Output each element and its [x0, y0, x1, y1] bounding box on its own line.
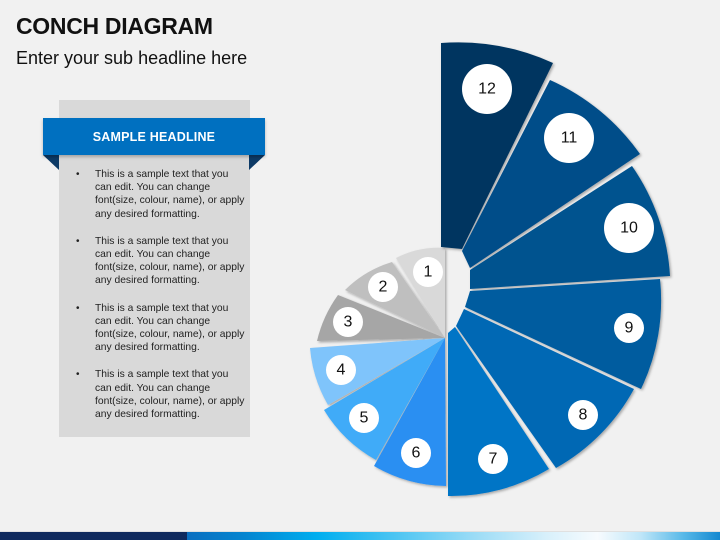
segment-badge-10: [604, 203, 654, 253]
svg-text:7: 7: [488, 450, 498, 468]
svg-text:8: 8: [578, 406, 588, 424]
segment-badge-12: [462, 64, 512, 114]
page-subtitle: Enter your sub headline here: [16, 48, 248, 68]
svg-text:10: 10: [620, 219, 638, 237]
segment-badge-2: [368, 272, 398, 302]
segment-badge-6: [401, 438, 431, 468]
bullet-icon: •: [76, 302, 80, 314]
footer-gradient-bar: [0, 532, 720, 540]
page-title: CONCH DIAGRAM: [16, 13, 213, 39]
svg-text:11: 11: [560, 129, 578, 147]
panel-headline: SAMPLE HEADLINE: [92, 129, 216, 144]
segment-badge-11: [544, 113, 594, 163]
svg-text:6: 6: [411, 444, 421, 462]
segment-badge-9: [614, 313, 644, 343]
bullet-text: This is a sample text that you can edit. You can change font(size, colour, name), or apply any desired formatting.: [95, 302, 245, 354]
bullet-icon: •: [76, 369, 80, 381]
bullet-text: This is a sample text that you can edit. You can change font(size, colour, name), or apply any desired formatting.: [95, 235, 245, 287]
segment-badge-8: [568, 400, 598, 430]
svg-text:5: 5: [359, 409, 369, 427]
segment-badge-7: [478, 444, 508, 474]
segment-badge-3: [333, 307, 363, 337]
bullet-icon: •: [76, 235, 80, 247]
svg-text:1: 1: [423, 263, 433, 281]
svg-text:2: 2: [378, 278, 388, 296]
segment-badge-1: [413, 257, 443, 287]
bullet-text: This is a sample text that you can edit. You can change font(size, colour, name), or apply any desired formatting.: [95, 169, 245, 220]
segment-badge-5: [349, 403, 379, 433]
svg-text:9: 9: [624, 319, 634, 337]
svg-text:12: 12: [478, 80, 496, 98]
svg-text:4: 4: [336, 361, 346, 379]
bullet-text: This is a sample text that you can edit. You can change font(size, colour, name), or apply any desired formatting.: [95, 369, 245, 421]
bullet-icon: •: [76, 169, 80, 180]
svg-text:3: 3: [343, 313, 353, 331]
segment-badge-4: [326, 355, 356, 385]
